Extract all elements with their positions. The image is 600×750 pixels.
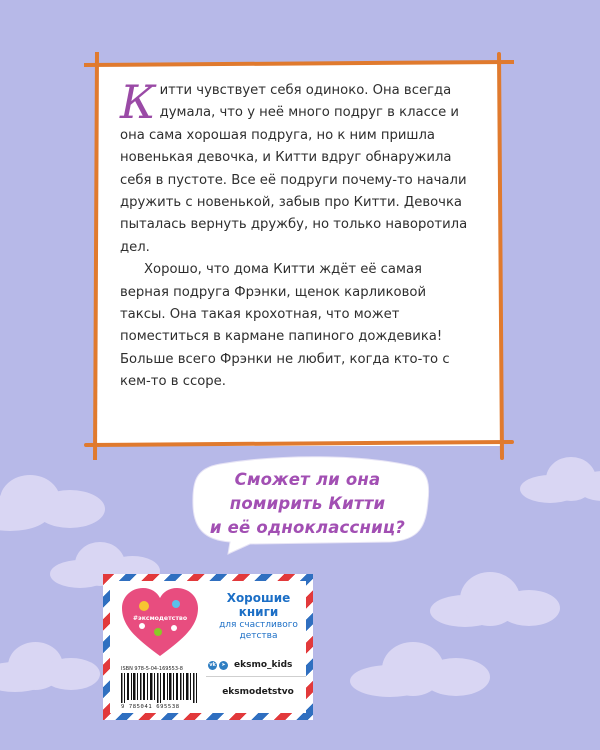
cloud-decoration [0,470,110,530]
barcode-number: 9 785041 695538 [121,704,180,710]
envelope-divider [206,676,306,677]
publisher-envelope [103,574,313,720]
heart-hashtag: #эксмодетство [132,615,188,622]
social-links [208,660,292,670]
speech-bubble-text [200,468,415,540]
paragraph-2-text: Хорошо, что дома Китти ждёт её самая верная подруга Фрэнки, щенок карликовой таксы. Она такая крохотная, что может поместиться в кармане папиного дождевика! Больше всего Фрэнки не любит, когда кто-то с кем-то в ссоре. [120,262,450,390]
slogan-line-4: детства [239,631,278,641]
description-paragraph-1 [120,75,470,259]
cloud-decoration [430,570,560,630]
publisher-slogan [206,591,311,642]
envelope-inner [110,581,306,713]
bubble-line-3: и её одноклассниц? [209,518,406,537]
vk-icon[interactable]: vk [209,661,216,668]
book-description [120,75,470,394]
website-link[interactable]: eksmodetstvo [222,687,294,697]
drop-cap: К [120,75,156,129]
slogan-line-3: для счастливого [219,620,298,630]
slogan-line-2: книги [238,605,279,619]
social-handle[interactable]: eksmo_kids [234,660,293,670]
isbn-number: ISBN 978-5-04-169553-8 [121,666,183,672]
cloud-decoration [0,640,100,695]
description-paragraph-2 [120,259,470,393]
slogan-line-1: Хорошие [226,591,291,605]
telegram-icon[interactable]: ➤ [219,661,228,670]
bubble-line-1: Сможет ли она [234,470,381,489]
cloud-decoration [350,640,490,700]
paragraph-1-text: итти чувствует себя одиноко. Она всегда думала, что у неё много подруг в классе и она сама хорошая подруга, но к ним пришла новенькая девочка, и Китти вдруг обнаружила себя в пустоте. Все её подруги почему-то начали дружить с новенькой, забыв про Китти. Девочка пыталась вернуть дружбу, но только наворотила дел. [120,83,468,255]
barcode-icon [121,673,199,703]
heart-icon [120,586,200,658]
bubble-line-2: помирить Китти [229,494,386,513]
cloud-decoration [520,455,600,505]
